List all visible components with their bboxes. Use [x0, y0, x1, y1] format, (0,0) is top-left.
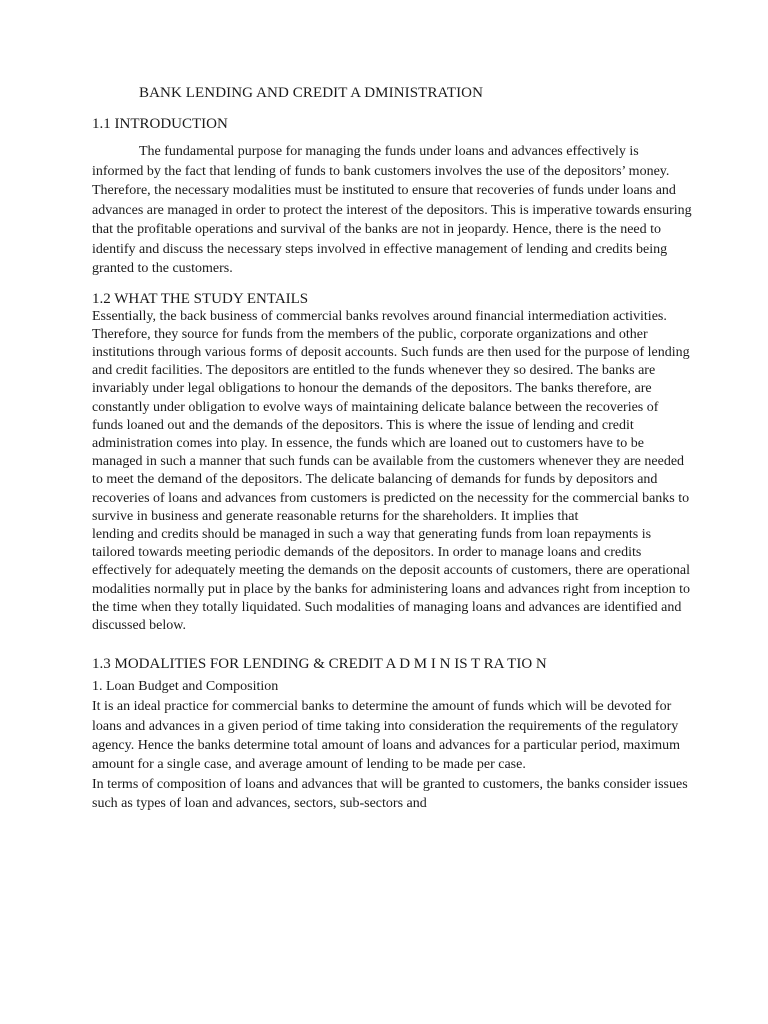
section-heading-study-entails: 1.2 WHAT THE STUDY ENTAILS — [92, 290, 309, 307]
document-title: BANK LENDING AND CREDIT A DMINISTRATION — [139, 85, 484, 101]
study-paragraph-2: lending and credits should be managed in such a way that generating funds from loan repayments is tailored towards meeting periodic demands of the depositors. In order to manage loans and credits effectively for adequately meeting the demands on the deposit accounts of customers, there are operational modalities normally put in place by the banks for administering loans and advances right from inception to the time when they totally liquidated. Such modalities of managing loans and advances are identified and discussed below. — [92, 526, 691, 633]
section-heading-modalities: 1.3 MODALITIES FOR LENDING & CREDIT A D M I N IS T RA TIO N — [92, 656, 547, 673]
modalities-paragraph-1: It is an ideal practice for commercial banks to determine the amount of funds which will be devoted for loans and advances in a given period of time taking into consideration the requirements of the regulatory agency. Hence the banks determine total amount of loans and advances for a particular period, maximum amount for a single case, and average amount of lending to be made per case. — [92, 699, 681, 773]
modalities-paragraph-2: In terms of composition of loans and advances that will be granted to customers, the banks consider issues such as types of loan and advances, sectors, sub-sectors and — [92, 776, 688, 812]
subheading-loan-budget: 1. Loan Budget and Composition — [92, 679, 279, 695]
document-page — [92, 84, 692, 814]
study-paragraph-1: Essentially, the back business of commercial banks revolves around financial intermediation activities. Therefore, they source for funds from the members of the public, corporate organizations and other institutions through various forms of deposit accounts. Such funds are then used for the purpose of lending and credit facilities. The depositors are entitled to the funds whenever they so desired. The banks are invariably under legal obligations to honour the demands of the depositors. The banks therefore, are constantly under obligation to evolve ways of maintaining delicate balance between the recoveries of funds loaned out and the demands of the depositors. This is where the issue of lending and credit administration comes into play. In essence, the funds which are loaned out to customers have to be managed in such a manner that such funds can be available from the customers whenever they are needed to meet the demand of the depositors. The delicate balancing of demands for funds by depositors and recoveries of loans and advances from customers is predicted on the necessity for the commercial banks to survive in business and generate reasonable returns for the shareholders. It implies that — [92, 308, 690, 524]
introduction-paragraph: The fundamental purpose for managing the funds under loans and advances effectively is informed by the fact that lending of funds to bank customers involves the use of the depositors’ money. Therefore, the necessary modalities must be instituted to ensure that recoveries of funds under loans and advances are managed in order to protect the interest of the depositors. This is imperative towards ensuring that the profitable operations and survival of the banks are not in jeopardy. Hence, there is the need to identify and discuss the necessary steps involved in effective management of lending and credits being granted to the customers. — [92, 144, 692, 276]
section-heading-introduction: 1.1 INTRODUCTION — [92, 116, 228, 132]
